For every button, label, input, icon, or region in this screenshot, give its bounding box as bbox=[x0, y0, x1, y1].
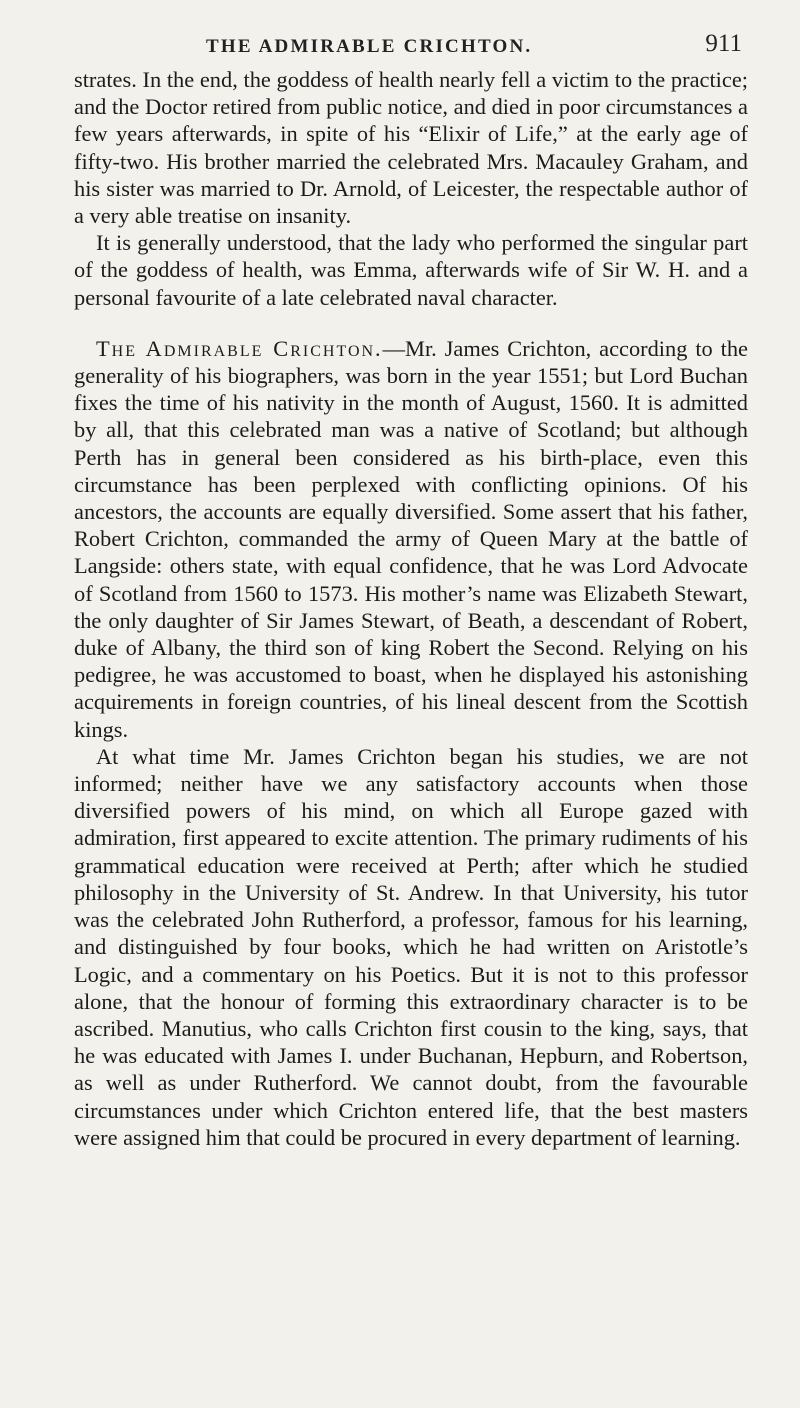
paragraph-crichton-intro bbox=[74, 335, 748, 743]
running-title: THE ADMIRABLE CRICHTON. bbox=[206, 36, 533, 57]
body-text bbox=[74, 66, 748, 1151]
paragraph-emma: It is generally understood, that the lady who performed the singular part of the goddess of health, was Emma, afterwards wife of Sir W. H. and a personal favourite of a late celebrated naval character. bbox=[74, 230, 748, 310]
running-header bbox=[74, 30, 748, 66]
paragraph-continuation: strates. In the end, the goddess of health nearly fell a victim to the practice; and the Doctor retired from public notice, and died in poor circumstances a few years afterwards, in spite of his “Elixir of Life,” at the early age of fifty-two. His brother married the celebrated Mrs. Macauley Graham, and his sister was married to Dr. Arnold, of Leicester, the respectable author of a very able treatise on insanity. bbox=[74, 67, 748, 229]
section-heading: The Admirable Crichton. bbox=[96, 335, 383, 361]
section-gap bbox=[74, 311, 748, 335]
page-number: 911 bbox=[705, 30, 742, 57]
paragraph-education: At what time Mr. James Crichton began his studies, we are not informed; neither have we any satisfactory accounts when those diversified powers of his mind, on which all Europe gazed with admiration, first appeared to excite attention. The primary rudiments of his grammatical education were received at Perth; after which he studied philosophy in the University of St. Andrew. In that University, his tutor was the celebrated John Rutherford, a professor, famous for his learning, and distinguished by four books, which he had written on Aristotle’s Logic, and a commentary on his Poetics. But it is not to this professor alone, that the honour of forming this extraordinary character is to be ascribed. Manutius, who calls Crichton first cousin to the king, says, that he was educated with James I. under Buchanan, Hepburn, and Robertson, as well as under Rutherford. We cannot doubt, from the favourable circumstances under which Crichton entered life, that the best masters were assigned him that could be procured in every department of learning. bbox=[74, 743, 748, 1150]
paragraph-crichton-body: —Mr. James Crichton, according to the generality of his biographers, was born in the year 1551; but Lord Buchan fixes the time of his nativity in the month of August, 1560. It is admitted by all, that this celebrated man was a native of Scotland; but although Perth has in general been considered as his birth-place, even this circumstance has been perplexed with conflicting opinions. Of his ancestors, the accounts are equally diversified. Some assert that his father, Robert Crichton, commanded the army of Queen Mary at the battle of Langside: others state, with equal confidence, that he was Lord Advocate of Scotland from 1560 to 1573. His mother’s name was Elizabeth Stewart, the only daughter of Sir James Stewart, of Beath, a descendant of Robert, duke of Albany, the third son of king Robert the Second. Relying on his pedigree, he was accustomed to boast, when he displayed his astonishing acquirements in foreign countries, of his lineal descent from the Scottish kings. bbox=[74, 335, 748, 742]
